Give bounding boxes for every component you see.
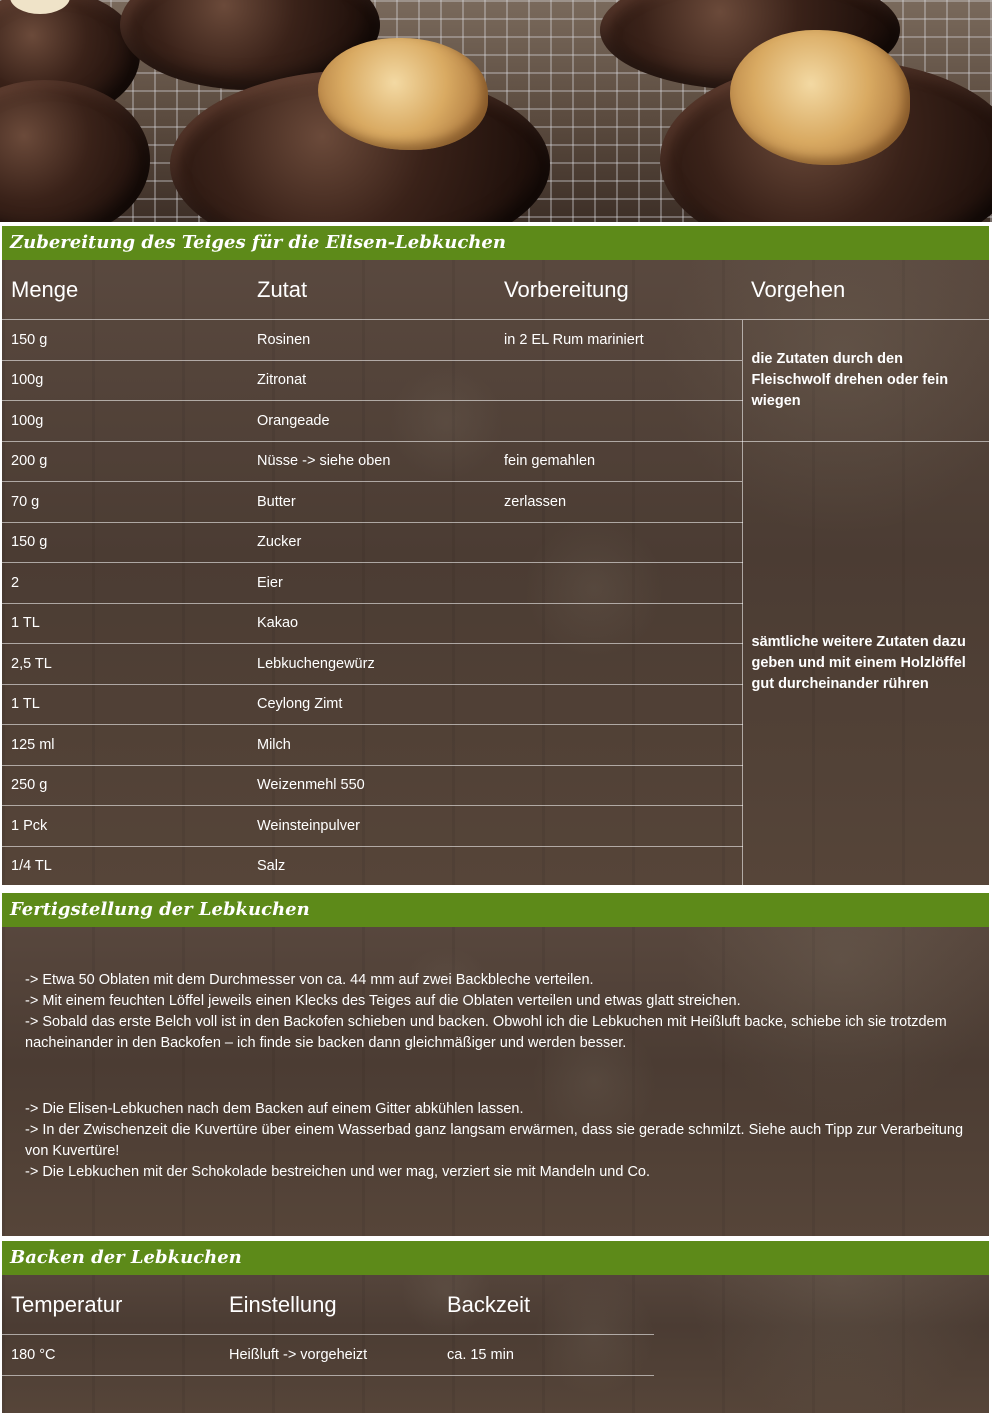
bake-time-cell: ca. 15 min [438, 1335, 654, 1376]
menge-cell: 150 g [2, 320, 248, 361]
vorbereitung-cell: in 2 EL Rum mariniert [495, 320, 742, 361]
menge-cell: 250 g [2, 765, 248, 806]
vorbereitung-cell [495, 725, 742, 766]
menge-cell: 2 [2, 563, 248, 604]
column-header: Menge [2, 261, 248, 320]
section-header-bar [2, 1239, 989, 1275]
column-header: Temperatur [2, 1276, 220, 1335]
section-title: Fertigstellung der Lebkuchen [10, 899, 310, 920]
vorbereitung-cell [495, 522, 742, 563]
column-header: Zutat [248, 261, 495, 320]
zutat-cell: Salz [257, 858, 286, 875]
zutat-cell: Zucker [248, 522, 495, 563]
vorbereitung-cell [495, 644, 742, 685]
column-header: Vorbereitung [495, 261, 742, 320]
menge-cell: 125 ml [2, 725, 248, 766]
vorbereitung-cell [495, 684, 742, 725]
zutat-cell: Weinsteinpulver [248, 806, 495, 847]
column-header: Backzeit [438, 1276, 654, 1335]
zutat-cell: Lebkuchengewürz [248, 644, 495, 685]
vorbereitung-cell [495, 765, 742, 806]
vorbereitung-cell: zerlassen [495, 482, 742, 523]
menge-cell: 1/4 TL [11, 858, 52, 875]
zutat-cell: Milch [248, 725, 495, 766]
vorbereitung-cell [495, 846, 742, 886]
menge-cell: 1 TL [2, 684, 248, 725]
menge-cell: 2,5 TL [2, 644, 248, 685]
menge-cell: 150 g [2, 522, 248, 563]
vorgehen-cell: die Zutaten durch den Fleischwolf drehen oder fein wiegen [742, 320, 989, 442]
zutat-cell: Ceylong Zimt [248, 684, 495, 725]
vorbereitung-cell [495, 360, 742, 401]
instruction-line: -> Die Elisen-Lebkuchen nach dem Backen auf einem Gitter abkühlen lassen. [25, 1101, 524, 1117]
menge-cell: 100g [2, 401, 248, 442]
vorbereitung-cell [495, 603, 742, 644]
baking-table [2, 1276, 654, 1376]
hero-image [0, 0, 992, 222]
zutat-cell: Nüsse -> siehe oben [248, 441, 495, 482]
section-header-bar [2, 891, 989, 927]
instruction-line: -> Mit einem feuchten Löffel jeweils einen Klecks des Teiges auf die Oblaten verteilen und etwas glatt streichen. [25, 993, 741, 1009]
instruction-line: -> Sobald das erste Belch voll ist in den Backofen schieben und backen. Obwohl ich die Lebkuchen mit Heißluft backe, schiebe ich sie trotzdem nacheinander in den Backofen – ich finde sie backen dann gleichmäßiger und werden besser. [25, 1014, 947, 1051]
menge-cell: 1 Pck [2, 806, 248, 847]
section-title: Zubereitung des Teiges für die Elisen-Lebkuchen [10, 232, 506, 253]
zutat-cell: Zitronat [248, 360, 495, 401]
vorbereitung-cell [495, 563, 742, 604]
menge-cell: 100g [2, 360, 248, 401]
vorbereitung-cell: fein gemahlen [495, 441, 742, 482]
zutat-cell: Orangeade [248, 401, 495, 442]
baking-section [2, 1239, 989, 1413]
instruction-line: -> Etwa 50 Oblaten mit dem Durchmesser von ca. 44 mm auf zwei Backbleche verteilen. [25, 972, 594, 988]
table-row [2, 441, 989, 482]
section-title: Backen der Lebkuchen [10, 1247, 242, 1268]
table-header-row [2, 1276, 654, 1335]
vorbereitung-cell [495, 806, 742, 847]
setting-cell: Heißluft -> vorgeheizt [220, 1335, 438, 1376]
vorbereitung-cell [495, 401, 742, 442]
zutat-cell: Rosinen [248, 320, 495, 361]
table-row [2, 320, 989, 361]
menge-cell: 200 g [2, 441, 248, 482]
section-header-bar [2, 224, 989, 260]
zutat-cell: Eier [248, 563, 495, 604]
dough-section [2, 224, 989, 885]
zutat-cell: Butter [248, 482, 495, 523]
zutat-cell: Weizenmehl 550 [248, 765, 495, 806]
temperature-cell: 180 °C [2, 1335, 220, 1376]
instructions-paragraph [25, 970, 965, 1054]
menge-cell: 70 g [2, 482, 248, 523]
table-header-row [2, 261, 989, 320]
ingredients-table [2, 261, 989, 886]
vorgehen-cell: sämtliche weitere Zutaten dazu geben und mit einem Holzlöffel gut durcheinander rühren [742, 441, 989, 886]
instruction-line: -> Die Lebkuchen mit der Schokolade bestreichen und wer mag, verziert sie mit Mandeln und Co. [25, 1164, 651, 1180]
instructions-paragraph [25, 1099, 965, 1183]
zutat-cell: Kakao [248, 603, 495, 644]
column-header: Vorgehen [742, 261, 989, 320]
menge-cell: 1 TL [2, 603, 248, 644]
finishing-section [2, 891, 989, 1236]
column-header: Einstellung [220, 1276, 438, 1335]
table-row [2, 1335, 654, 1376]
instruction-line: -> In der Zwischenzeit die Kuvertüre über einem Wasserbad ganz langsam erwärmen, dass sie gerade schmilzt. Siehe auch Tipp zur Verarbeitung von Kuvertüre! [25, 1122, 964, 1159]
